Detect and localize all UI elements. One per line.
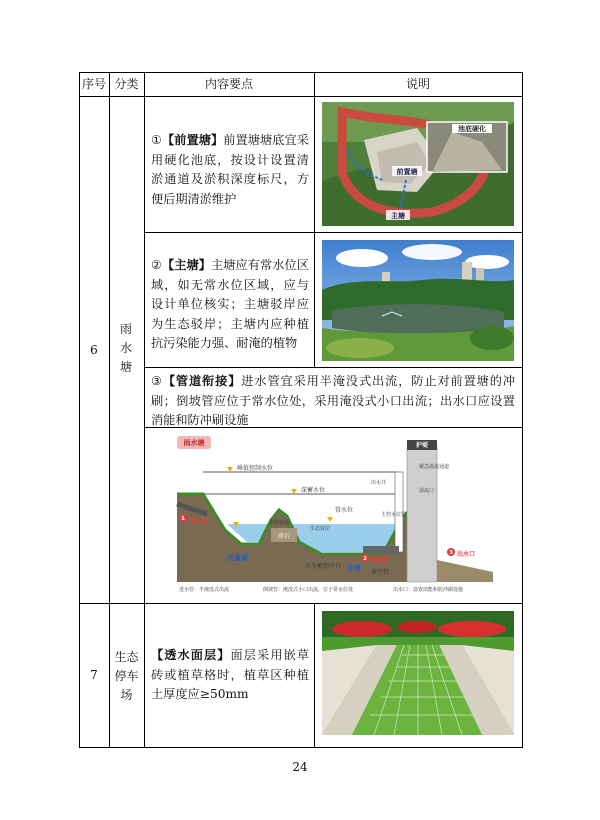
cell-divider [144, 367, 523, 368]
marker-3: 3 [449, 550, 453, 556]
header-category: 分类 [114, 77, 139, 91]
item-marker: ② [151, 258, 162, 272]
photo-label-main-pond: 主塘 [391, 212, 405, 220]
item-title: 【主塘】 [162, 258, 212, 272]
row-category-7: 生态停车场 [114, 650, 139, 702]
label-inlet-pipe: 进水管 [190, 518, 209, 525]
item-pipe-connection [151, 372, 515, 431]
main-pond-photo [322, 240, 514, 361]
photo-label-hardened: 池底硬化 [458, 125, 486, 133]
label-outlet: 出水口 [457, 551, 476, 558]
cell-divider [144, 232, 523, 233]
header-content: 内容要点 [204, 77, 253, 91]
col-divider [109, 72, 110, 748]
table-left-border [79, 72, 80, 748]
item-title: 【前置塘】 [162, 133, 224, 147]
label-plant-platform: 水生植物平台 [305, 563, 342, 570]
header-description: 说明 [405, 77, 430, 91]
row-no-6: 6 [90, 343, 98, 357]
label-peak-level: 峰值控制水位 [237, 465, 274, 472]
label-spillway: 溢流口 [419, 488, 435, 494]
item-title: 【管道衔接】 [162, 374, 242, 388]
label-outlet-well: 出水井 [371, 480, 387, 486]
header-no: 序号 [81, 77, 106, 91]
label-cleaning-channel: 清淤通道 [268, 520, 290, 526]
item-permeable-surface [151, 646, 309, 705]
row-no-7: 7 [90, 668, 98, 682]
item-front-pond [151, 131, 309, 209]
label-drain-pipe: 放空管 [371, 569, 390, 576]
label-deep-level: 深蓄水位 [301, 487, 326, 494]
item-text: 前置塘塘底宜采用硬化池底，按设计设置清淤通道及淤积深度标尺，方便后期清淤维护 [151, 133, 309, 206]
header-bottom-border [79, 96, 523, 97]
item-text: 主塘应有常水位区域，如无常水位区域，应与设计单位核实；主塘驳岸应为生态驳岸；主塘内应种植抗污染能力强、耐淹的植物 [151, 258, 310, 350]
label-gravel: 碎石 [277, 533, 291, 540]
label-front-pond: 前置塘 [227, 554, 248, 562]
item-text: 进水管宜采用半淹没式出流，防止对前置塘的冲刷；倒坡管应位于常水位处，采用淹没式小口出流；出水口应设置消能和防冲刷设施 [151, 374, 516, 427]
item-marker: ① [151, 133, 162, 147]
label-emergency-overflow: 紧急溢流通道 [419, 464, 450, 470]
label-main-control-pipe: 主控水位管 [381, 512, 407, 518]
front-pond-photo [322, 102, 514, 226]
col-divider [314, 603, 315, 747]
row-divider [79, 603, 523, 604]
table-right-border [522, 72, 523, 748]
item-text: 面层采用嵌草砖或植草格时，植草区种植土厚度应≥50mm [151, 648, 310, 701]
col-divider [144, 72, 145, 748]
item-marker: ③ [151, 374, 163, 388]
grass-paver-photo [322, 611, 514, 735]
label-regular-level: 常水位 [335, 507, 354, 514]
legend-3: 出水口：设置消能和防冲刷设施 [393, 587, 464, 593]
row-category-6: 雨水塘 [119, 322, 132, 374]
table-bottom-border [79, 747, 523, 748]
marker-2: 2 [363, 556, 367, 562]
page-number: 24 [292, 760, 308, 774]
diagram-tag: 雨水塘 [183, 439, 205, 447]
label-main-pond: 主塘 [347, 564, 361, 572]
label-reverse-pipe: 倒坡管 [371, 557, 390, 564]
item-main-pond [151, 256, 309, 354]
legend-2: 倒坡管：淹没式小口出流，位于常水位处 [263, 587, 354, 593]
rain-pond-section-diagram [175, 432, 495, 595]
label-eco-bank: 生态驳岸 [310, 526, 331, 532]
legend-1: 进水管：半淹没式出流 [179, 587, 230, 593]
item-title: 【透水面层】 [151, 648, 231, 662]
label-dam: 护堤 [415, 442, 429, 449]
marker-1: 1 [181, 516, 185, 522]
photo-label-front-pond: 前置塘 [396, 168, 418, 176]
col-divider [314, 96, 315, 367]
